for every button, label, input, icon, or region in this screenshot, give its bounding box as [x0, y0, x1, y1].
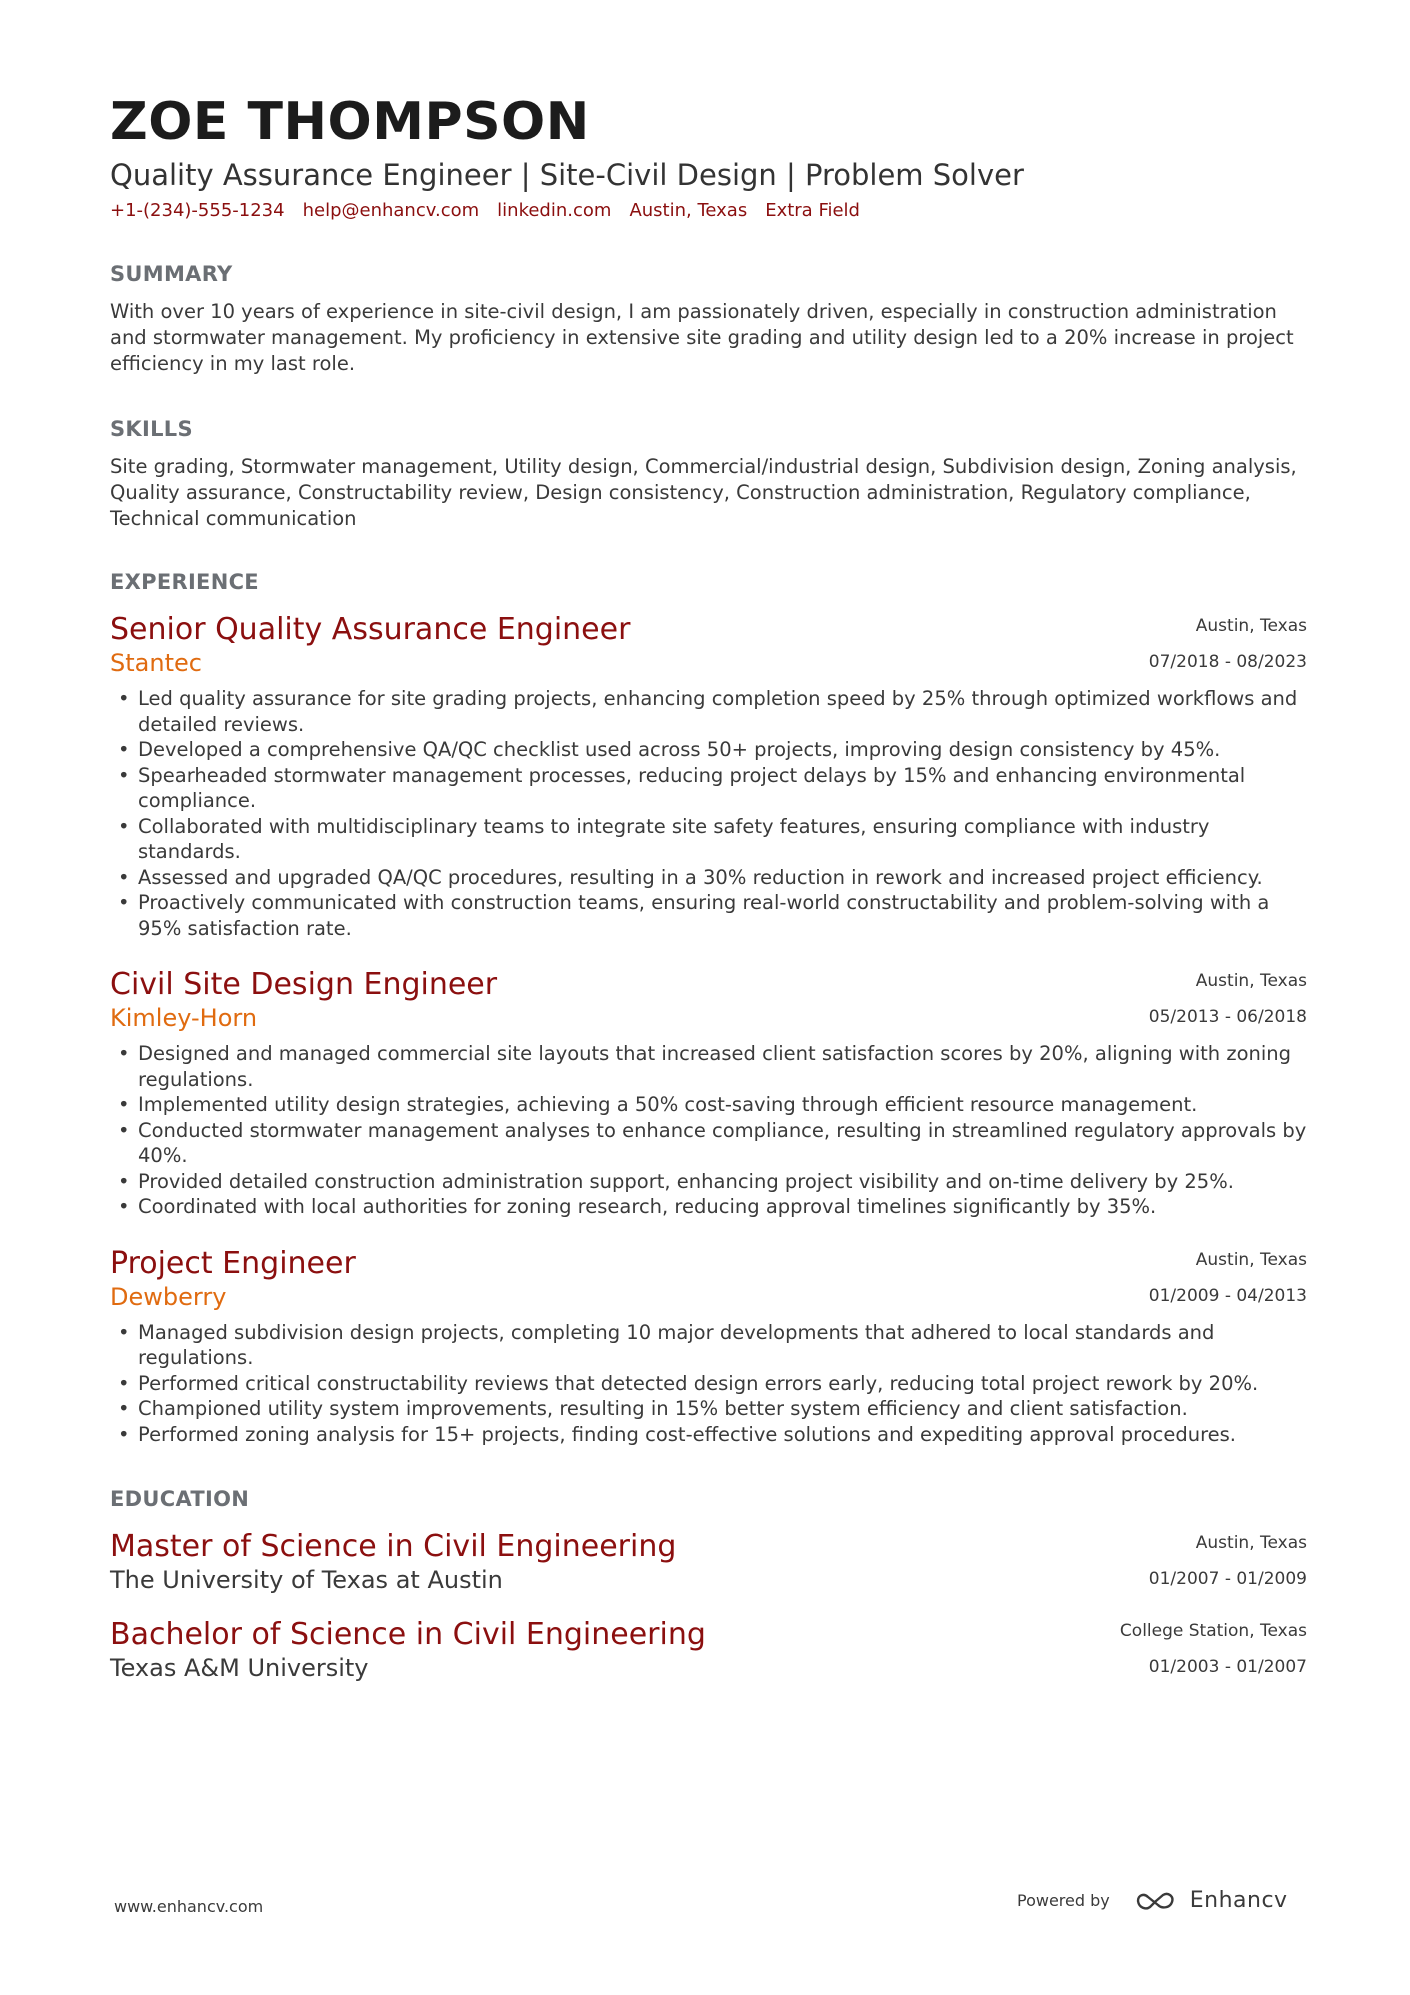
resume-page	[110, 92, 1307, 1683]
section-title: SKILLS	[110, 417, 193, 442]
experience-section	[110, 570, 1307, 1447]
contact-location: Austin, Texas	[629, 199, 748, 221]
education-location: College Station, Texas	[1119, 1621, 1307, 1642]
list-item: • Conducted stormwater management analyses to enhance compliance, resulting in streamlined regulatory approvals by 40%.	[110, 1118, 1307, 1169]
education-section	[110, 1487, 1307, 1683]
job-entry	[110, 1246, 1307, 1448]
list-item: • Collaborated with multidisciplinary teams to integrate site safety features, ensuring compliance with industry standards.	[110, 814, 1307, 865]
job-title: Project Engineer	[110, 1245, 356, 1281]
contact-linkedin[interactable]: linkedin.com	[497, 199, 612, 221]
list-item: • Spearheaded stormwater management processes, reducing project delays by 15% and enhancing environmental compliance.	[110, 763, 1307, 814]
list-item: • Provided detailed construction administration support, enhancing project visibility and on-time delivery by 25%.	[110, 1169, 1307, 1195]
company-name: Stantec	[110, 649, 202, 678]
job-dates: 07/2018 - 08/2023	[1148, 652, 1307, 673]
skills-section	[110, 417, 1307, 532]
section-title: SUMMARY	[110, 262, 233, 287]
skills-text: Site grading, Stormwater management, Utility design, Commercial/industrial design, Subdivision design, Zoning analysis, Quality assurance, Constructability review, Design consistency, Construction administration, Regulatory compliance, Technical communication	[110, 455, 1297, 531]
school-name: The University of Texas at Austin	[110, 1566, 503, 1595]
education-location: Austin, Texas	[1195, 1533, 1307, 1554]
contact-bar	[110, 199, 1307, 222]
job-dates: 05/2013 - 06/2018	[1148, 1007, 1307, 1028]
job-title: Civil Site Design Engineer	[110, 967, 498, 1003]
job-bullets	[110, 686, 1307, 941]
job-location: Austin, Texas	[1195, 971, 1307, 992]
job-entry	[110, 612, 1307, 941]
degree-title: Master of Science in Civil Engineering	[110, 1529, 677, 1565]
list-item: • Led quality assurance for site grading projects, enhancing completion speed by 25% through optimized workflows and detailed reviews.	[110, 686, 1307, 737]
footer-website[interactable]: www.enhancv.com	[114, 1897, 264, 1916]
list-item: • Assessed and upgraded QA/QC procedures, resulting in a 30% reduction in rework and increased project efficiency.	[110, 865, 1307, 891]
company-name: Dewberry	[110, 1282, 227, 1311]
enhancv-logo-icon	[1134, 1889, 1180, 1913]
job-bullets	[110, 1320, 1307, 1448]
job-entry	[110, 967, 1307, 1220]
degree-title: Bachelor of Science in Civil Engineering	[110, 1617, 706, 1653]
education-dates: 01/2007 - 01/2009	[1148, 1569, 1307, 1590]
summary-text: With over 10 years of experience in site-civil design, I am passionately driven, especially in construction administration and stormwater management. My proficiency in extensive site grading and utility design led to a 20% increase in project efficiency in my last role.	[110, 300, 1294, 376]
contact-phone[interactable]: +1-(234)-555-1234	[110, 199, 285, 221]
list-item: • Performed zoning analysis for 15+ projects, finding cost-effective solutions and expediting approval procedures.	[110, 1422, 1307, 1448]
list-item: • Proactively communicated with construction teams, ensuring real-world constructability and problem-solving with a 95% satisfaction rate.	[110, 890, 1307, 941]
education-entry	[110, 1529, 1307, 1595]
job-title: Senior Quality Assurance Engineer	[110, 612, 631, 648]
footer-branding	[1017, 1888, 1288, 1913]
list-item: • Performed critical constructability reviews that detected design errors early, reducing total project rework by 20%.	[110, 1371, 1307, 1397]
school-name: Texas A&M University	[110, 1654, 369, 1683]
list-item: • Managed subdivision design projects, completing 10 major developments that adhered to local standards and regulations.	[110, 1320, 1307, 1371]
company-name: Kimley-Horn	[110, 1004, 258, 1033]
job-location: Austin, Texas	[1195, 616, 1307, 637]
summary-section	[110, 262, 1307, 377]
section-title: EDUCATION	[110, 1487, 250, 1512]
section-title: EXPERIENCE	[110, 570, 259, 595]
education-entry	[110, 1617, 1307, 1683]
brand-link[interactable]	[1134, 1888, 1288, 1913]
powered-by-label: Powered by	[1017, 1891, 1110, 1910]
list-item: • Developed a comprehensive QA/QC checklist used across 50+ projects, improving design consistency by 45%.	[110, 737, 1307, 763]
list-item: • Designed and managed commercial site layouts that increased client satisfaction scores by 20%, aligning with zoning regulations.	[110, 1041, 1307, 1092]
job-dates: 01/2009 - 04/2013	[1148, 1285, 1307, 1306]
job-location: Austin, Texas	[1195, 1249, 1307, 1270]
contact-email[interactable]: help@enhancv.com	[302, 199, 480, 221]
candidate-name: ZOE THOMPSON	[110, 92, 590, 152]
job-bullets	[110, 1041, 1307, 1220]
headline: Quality Assurance Engineer | Site-Civil Design | Problem Solver	[110, 158, 1024, 192]
list-item: • Championed utility system improvements, resulting in 15% better system efficiency and client satisfaction.	[110, 1396, 1307, 1422]
brand-name: Enhancv	[1189, 1888, 1288, 1913]
education-dates: 01/2003 - 01/2007	[1148, 1657, 1307, 1678]
list-item: • Coordinated with local authorities for zoning research, reducing approval timelines significantly by 35%.	[110, 1194, 1307, 1220]
list-item: • Implemented utility design strategies, achieving a 50% cost-saving through efficient resource management.	[110, 1092, 1307, 1118]
contact-extra-field: Extra Field	[765, 199, 860, 221]
